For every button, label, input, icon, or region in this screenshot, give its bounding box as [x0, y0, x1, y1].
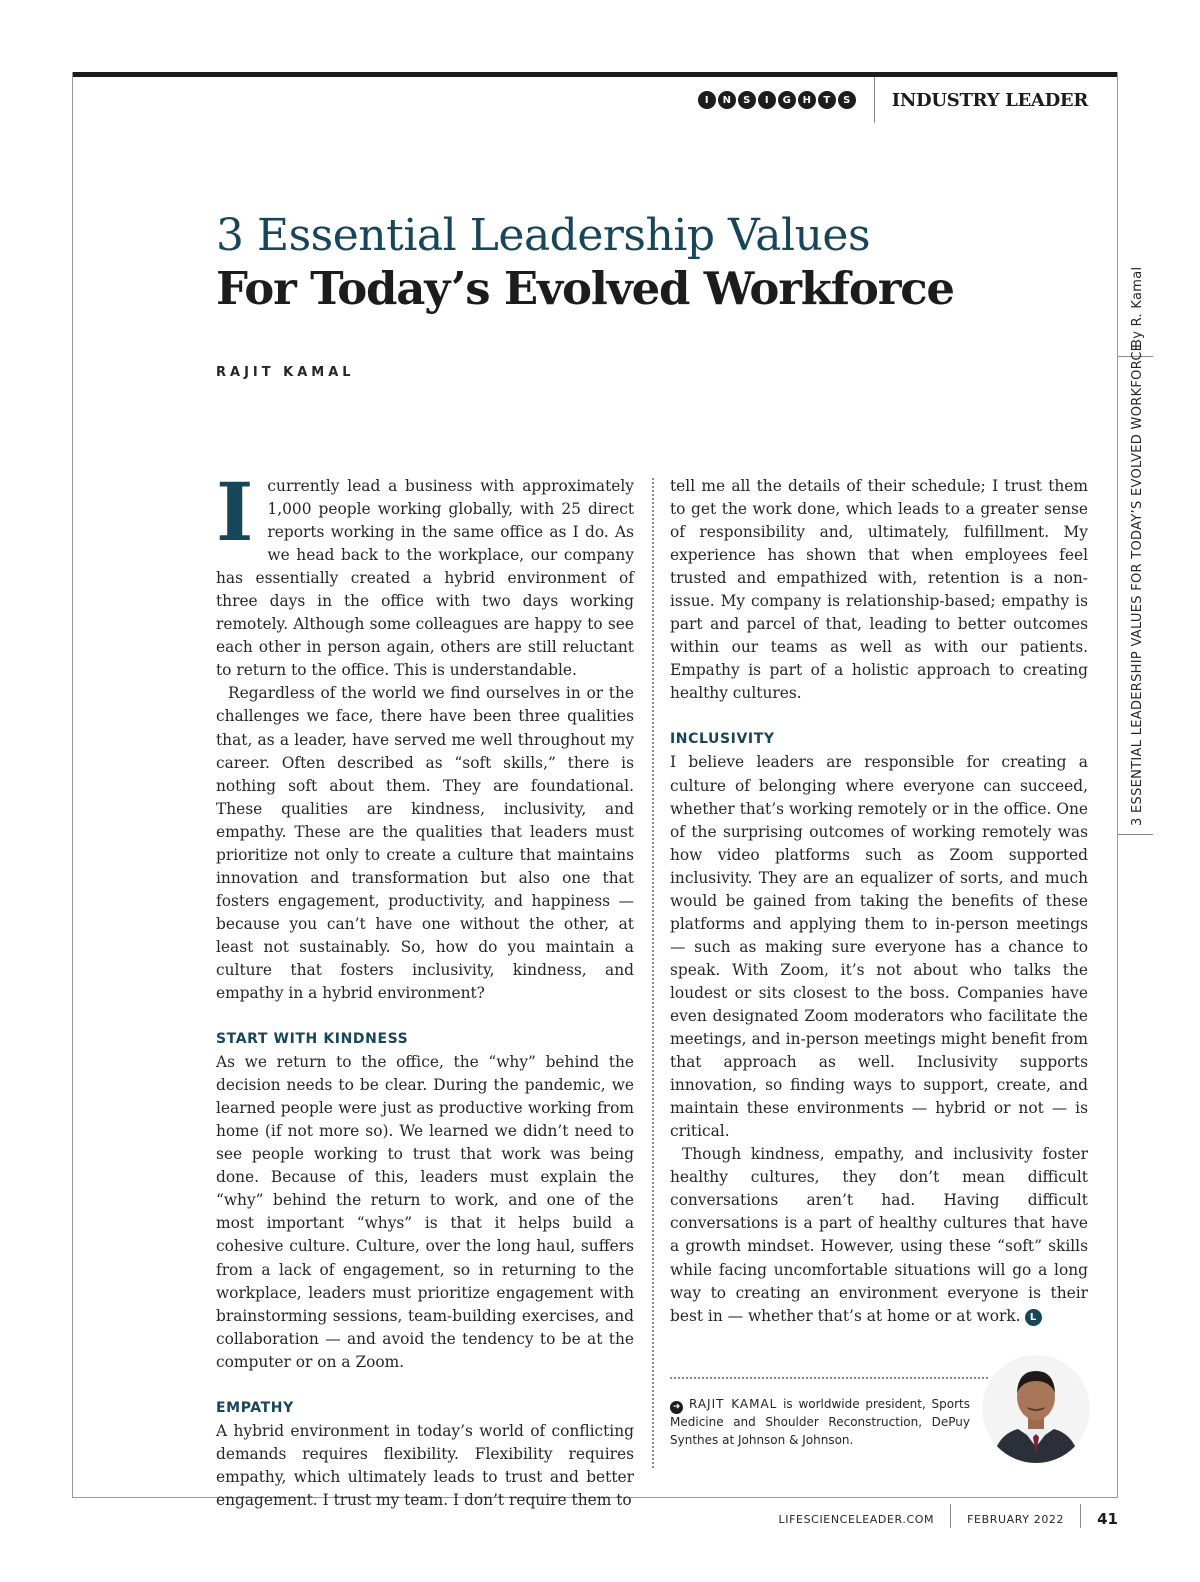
bio-divider	[670, 1377, 988, 1379]
author-byline: RAJIT KAMAL	[216, 365, 355, 380]
insights-letter: H	[798, 91, 816, 109]
drop-cap: I	[216, 465, 254, 559]
insights-letter: S	[738, 91, 756, 109]
paragraph-final	[670, 1143, 1088, 1327]
page-number: 41	[1097, 1510, 1118, 1528]
paragraph: currently lead a business with approximately 1,000 people working globally, with 25 direct reports working in the same office as I do. As we head back to the workplace, our company has essentially created a hybrid environment of three days in the office with two days working remotely. Although some colleagues are happy to see each other in person again, others are still reluctant to return to the office. This is understandable.	[216, 477, 634, 680]
bio-author-name: RAJIT KAMAL	[689, 1397, 778, 1411]
article-column-left	[216, 465, 634, 1512]
section-label: INDUSTRY LEADER	[891, 89, 1088, 111]
author-portrait-image	[982, 1355, 1090, 1463]
header-divider	[874, 77, 875, 123]
insights-letter: S	[838, 91, 856, 109]
page-header	[698, 77, 1088, 123]
footer-website: LIFESCIENCELEADER.COM	[778, 1513, 935, 1526]
sidebar-author: By R. Kamal	[1130, 266, 1145, 348]
paragraph: Regardless of the world we find ourselves in or the challenges we face, there have been three qualities that, as a leader, have served me well throughout my career. Often described as “soft skills,” there is nothing soft about them. They are foundational. These qualities are kindness, inclusivity, and empathy. These are the qualities that leaders must prioritize not only to create a culture that maintains innovation and transformation but also one that fosters engagement, productivity, and happiness — because you can’t have one without the other, at least not sustainably. So, how do you maintain a culture that fosters inclusivity, kindness, and empathy in a hybrid environment?	[216, 684, 634, 1003]
section-heading-inclusivity: INCLUSIVITY	[670, 731, 775, 748]
insights-letter: T	[818, 91, 836, 109]
bio-text: is worldwide president, Sports Medicine and Shoulder Reconstruction, DePuy Synthes at Johnson & Johnson.	[670, 1397, 970, 1447]
footer-divider	[1080, 1504, 1081, 1528]
sidebar-article-title: 3 ESSENTIAL LEADERSHIP VALUES FOR TODAY’S EVOLVED WORKFORCE	[1130, 342, 1145, 826]
article-title-line1: 3 Essential Leadership Values	[216, 210, 871, 261]
column-divider	[652, 478, 654, 1468]
section-heading-kindness: START WITH KINDNESS	[216, 1031, 409, 1048]
author-photo	[982, 1355, 1090, 1463]
paragraph: tell me all the details of their schedule; I trust them to get the work done, which leads to a greater sense of responsibility and, ultimately, fulfillment. My experience has shown that when employees feel trusted and empathized with, retention is a non-issue. My company is relationship-based; empathy is part and parcel of that, leading to better outcomes within our teams as well as with our patients. Empathy is part of a holistic approach to creating healthy cultures.	[670, 477, 1088, 703]
footer-divider	[950, 1504, 951, 1528]
article-title-line2: For Today’s Evolved Workforce	[216, 262, 954, 315]
arrow-right-circle-icon: ➜	[670, 1401, 683, 1414]
author-bio	[670, 1396, 970, 1449]
paragraph-text: Though kindness, empathy, and inclusivity foster healthy cultures, they don’t mean difficult conversations aren’t had. Having difficult conversations is a part of healthy cultures that have a growth mindset. However, using these “soft” skills while facing uncomfortable situations will go a long way to creating an environment everyone is their best in — whether that’s at home or at work.	[670, 1145, 1088, 1325]
insights-logo	[698, 91, 856, 109]
page-footer	[779, 1498, 1118, 1528]
paragraph: I believe leaders are responsible for creating a culture of belonging where everyone can succeed, whether that’s working remotely or in the office. One of the surprising outcomes of working remotely was how video platforms such as Zoom supported inclusivity. They are an equalizer of sorts, and much would be gained from taking the benefits of these platforms and applying them to in-person meetings — such as making sure everyone has a chance to speak. With Zoom, it’s not about who talks the loudest or sits closest to the boss. Companies have even designated Zoom moderators who facilitate the meetings, and in-person meetings might benefit from that approach as well. Inclusivity supports innovation, so finding ways to support, create, and maintain these environments — hybrid or not — is critical.	[670, 753, 1088, 1141]
section-heading-empathy: EMPATHY	[216, 1399, 294, 1416]
sidebar-rule-bottom	[1118, 834, 1153, 835]
end-mark-icon: L	[1025, 1309, 1042, 1326]
footer-date: FEBRUARY 2022	[967, 1513, 1065, 1526]
paragraph: A hybrid environment in today’s world of conflicting demands requires flexibility. Flexibility requires empathy, which ultimately leads to trust and better engagement. I trust my team. I don’t require them to	[216, 1421, 634, 1509]
article-column-right	[670, 475, 1088, 1328]
insights-letter: N	[718, 91, 736, 109]
paragraph: As we return to the office, the “why” behind the decision needs to be clear. During the pandemic, we learned people were just as productive working from home (if not more so). We learned we didn’t need to see people working to trust that work was being done. Because of this, leaders must explain the “why” behind the return to work, and one of the most important “whys” is that it helps build a cohesive culture. Culture, over the long haul, suffers from a lack of engagement, so in returning to the workplace, leaders must prioritize engagement with brainstorming sessions, team-building exercises, and collaboration — and avoid the tendency to be at the computer or on a Zoom.	[216, 1053, 634, 1371]
insights-letter: G	[778, 91, 796, 109]
insights-letter: I	[698, 91, 716, 109]
insights-letter: I	[758, 91, 776, 109]
